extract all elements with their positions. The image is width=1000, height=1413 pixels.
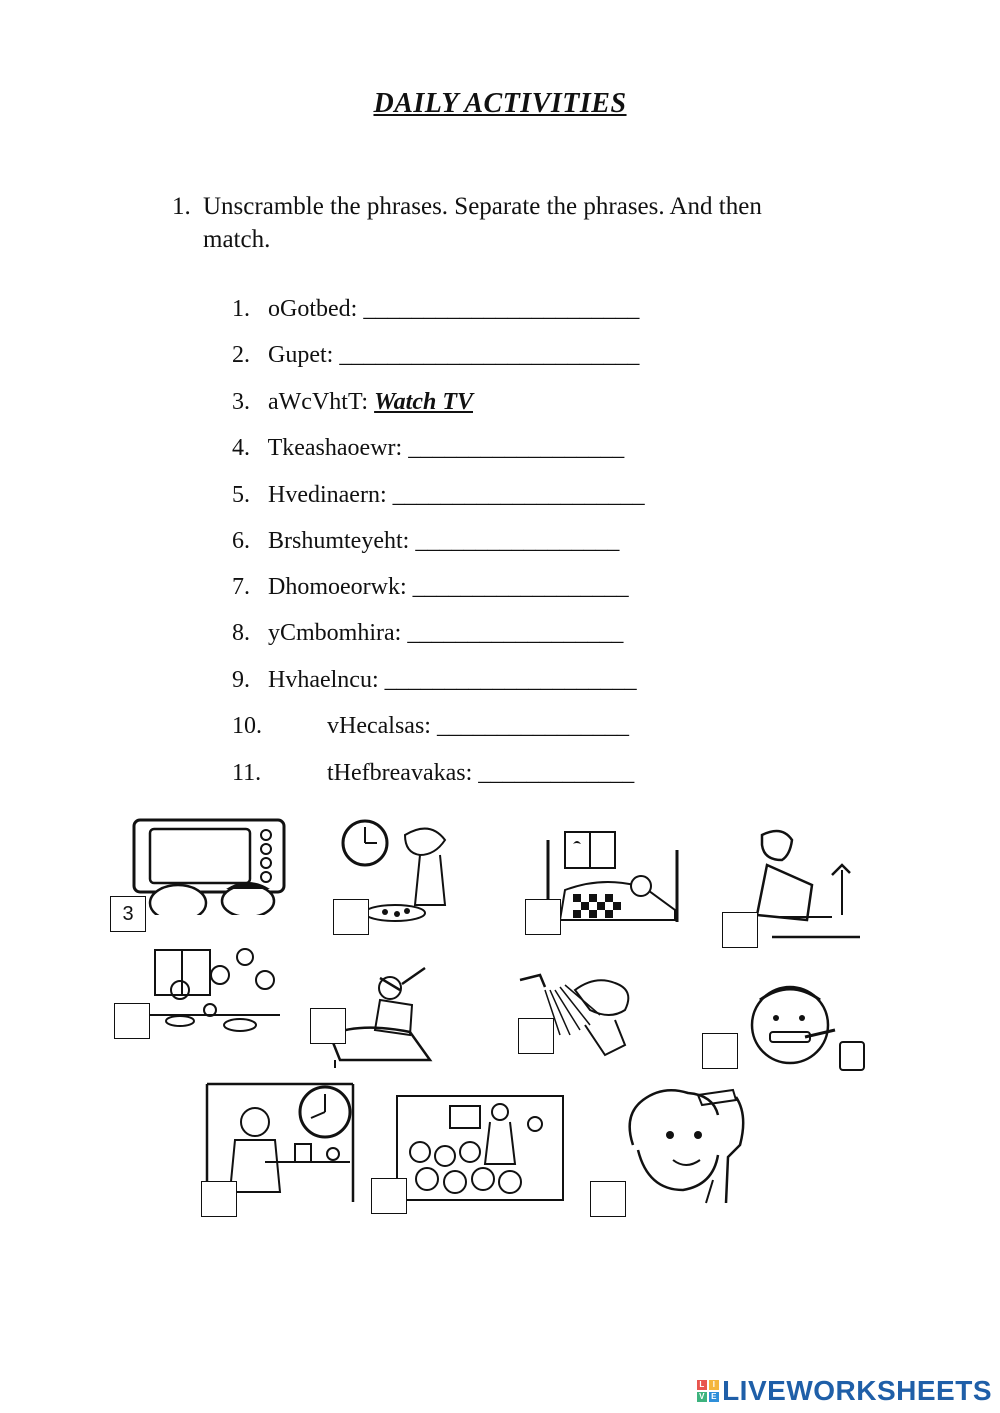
answer-box[interactable] bbox=[702, 1033, 738, 1069]
list-item bbox=[232, 433, 624, 463]
answer-box[interactable] bbox=[114, 1003, 150, 1039]
item-number: 5. bbox=[232, 482, 250, 508]
watch-tv-icon bbox=[128, 815, 298, 915]
answer-blank[interactable]: _______________________ bbox=[363, 296, 640, 322]
instruction-text: Unscramble the phrases. Separate the phrases. And then match. bbox=[203, 193, 762, 253]
scrambled-phrase: Dhomoeorwk: bbox=[268, 574, 407, 600]
list-item bbox=[232, 618, 623, 648]
item-number: 10. bbox=[232, 713, 262, 739]
answer-blank[interactable]: __________________ bbox=[407, 620, 624, 646]
scrambled-phrase: tHefbreavakas: bbox=[327, 760, 473, 786]
scrambled-phrase: yCmbomhira: bbox=[268, 620, 402, 646]
answer-filled[interactable]: Watch TV bbox=[374, 389, 473, 415]
scrambled-phrase: Hvedinaern: bbox=[268, 482, 387, 508]
answer-blank[interactable]: _____________________ bbox=[392, 482, 645, 508]
list-item bbox=[232, 387, 473, 417]
answer-blank[interactable]: _____________ bbox=[478, 760, 635, 786]
answer-blank[interactable]: __________________ bbox=[412, 574, 629, 600]
list-item bbox=[232, 526, 619, 556]
list-item bbox=[232, 665, 637, 695]
instruction-number: 1. bbox=[172, 193, 191, 220]
worksheet-title: DAILY ACTIVITIES bbox=[373, 88, 627, 119]
item-number: 8. bbox=[232, 620, 250, 646]
brush-teeth-icon bbox=[740, 980, 880, 1075]
scrambled-phrase: vHecalsas: bbox=[327, 713, 431, 739]
answer-box[interactable] bbox=[722, 912, 758, 948]
item-number: 6. bbox=[232, 528, 250, 554]
logo-text: LIVEWORKSHEETS bbox=[722, 1375, 992, 1406]
answer-box[interactable] bbox=[590, 1181, 626, 1217]
list-item bbox=[232, 294, 639, 324]
comb-hair-icon bbox=[618, 1085, 758, 1205]
answer-blank[interactable]: _________________________ bbox=[339, 342, 640, 368]
answer-blank[interactable]: ________________ bbox=[436, 713, 629, 739]
answer-box[interactable] bbox=[371, 1178, 407, 1214]
scrambled-phrase: Brshumteyeht: bbox=[268, 528, 410, 554]
item-number: 9. bbox=[232, 667, 250, 693]
item-number: 2. bbox=[232, 342, 250, 368]
go-to-bed-icon bbox=[545, 830, 685, 925]
scrambled-phrase: Gupet: bbox=[268, 342, 334, 368]
dinner-family-icon bbox=[140, 945, 285, 1040]
instruction bbox=[172, 190, 832, 256]
item-number: 1. bbox=[232, 296, 250, 322]
answer-box[interactable]: 3 bbox=[110, 896, 146, 932]
item-number: 11. bbox=[232, 760, 262, 786]
class-icon bbox=[395, 1094, 565, 1202]
liveworksheets-logo bbox=[697, 1375, 992, 1407]
answer-blank[interactable]: _____________________ bbox=[384, 667, 637, 693]
homework-icon bbox=[742, 825, 867, 950]
list-item bbox=[232, 480, 645, 510]
list-item bbox=[232, 711, 629, 741]
scrambled-phrase: Hvhaelncu: bbox=[268, 667, 379, 693]
answer-blank[interactable]: _________________ bbox=[415, 528, 620, 554]
item-number: 7. bbox=[232, 574, 250, 600]
scrambled-phrase: aWcVhtT: bbox=[268, 389, 369, 415]
logo-mark-icon: L I V E bbox=[697, 1380, 719, 1402]
scrambled-phrase: oGotbed: bbox=[268, 296, 358, 322]
answer-blank[interactable]: __________________ bbox=[408, 435, 625, 461]
answer-box[interactable] bbox=[333, 899, 369, 935]
list-item bbox=[232, 758, 634, 788]
scrambled-phrase: Tkeashaoewr: bbox=[267, 435, 403, 461]
item-number: 3. bbox=[232, 389, 250, 415]
answer-box[interactable] bbox=[525, 899, 561, 935]
answer-box[interactable] bbox=[518, 1018, 554, 1054]
list-item bbox=[232, 340, 639, 370]
item-number: 4. bbox=[232, 435, 250, 461]
list-item bbox=[232, 572, 629, 602]
answer-box[interactable] bbox=[310, 1008, 346, 1044]
answer-box[interactable] bbox=[201, 1181, 237, 1217]
